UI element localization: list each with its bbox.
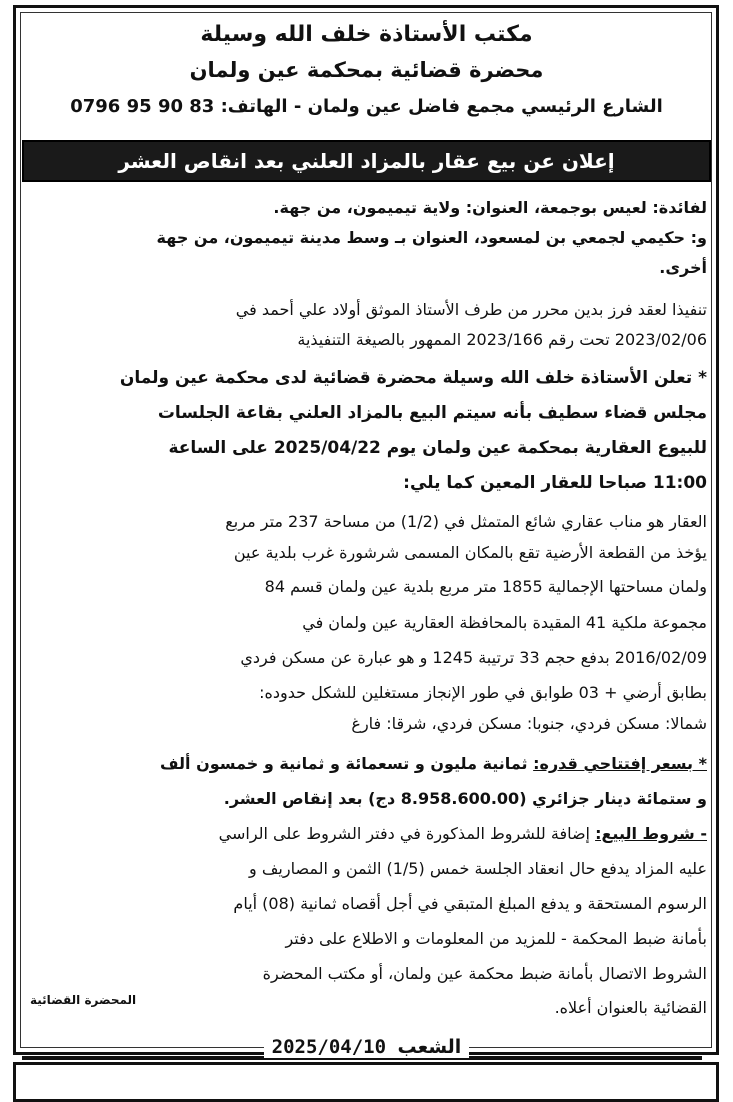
price-line-2: و ستمائة دينار جزائري (8.958.600.00 دج) بعد إنقاص العشر. (223, 789, 707, 808)
conditions-line-6: القضائية بالعنوان أعلاه. (554, 998, 707, 1017)
body-line-5: 2023/02/06 تحت رقم 2023/166 الممهور بالصيغة التنفيذية (297, 330, 707, 349)
body-line-10: العقار هو مناب عقاري شائع المتمثل في (1/2) من مساحة 237 متر مربع (225, 512, 707, 531)
conditions-line-4: بأمانة ضبط المحكمة - للمزيد من المعلومات و الاطلاع على دفتر (285, 929, 707, 948)
body-line-7: مجلس قضاء سطيف بأنه سيتم البيع بالمزاد العلني بقاعة الجلسات (157, 403, 707, 423)
body-line-8: للبيوع العقارية بمحكمة عين ولمان يوم 2025/04/22 على الساعة (168, 438, 707, 458)
body-line-12: ولمان مساحتها الإجمالية 1855 متر مربع بلدية عين ولمان قسم 84 (264, 577, 707, 596)
body-line-14: 2016/02/09 بدفع حجم 33 ترتيبة 1245 و هو عبارة عن مسكن فردي (240, 648, 707, 667)
conditions-text-1: إضافة للشروط المذكورة في دفتر الشروط على الراسي (218, 824, 596, 843)
next-ad-border (13, 1062, 719, 1102)
price-label: * بسعر إفتتاحي قدره: (533, 754, 707, 773)
body-line-4: تنفيذا لعقد فرز بدين محرر من طرف الأستاذ الموثق أولاد علي أحمد في (235, 300, 707, 319)
body-line-2: و: حكيمي لجمعي بن لمسعود، العنوان بـ وسط مدينة تيميمون، من جهة (156, 228, 707, 247)
conditions-line-3: الرسوم المستحقة و يدفع المبلغ المتبقي في أجل أقصاه ثمانية (08) أيام (233, 894, 707, 913)
body-line-1: لفائدة: لعيس بوجمعة، العنوان: ولاية تيميمون، من جهة. (273, 198, 707, 217)
announcement-title: إعلان عن بيع عقار بالمزاد العلني بعد انقاص العشر (22, 140, 711, 182)
conditions-label: - شروط البيع: (595, 824, 707, 843)
signature: المحضرة القضائية (30, 993, 137, 1007)
office-address: الشارع الرئيسي مجمع فاضل عين ولمان - الهاتف: 83 90 95 0796 (70, 96, 663, 117)
price-line-1 (49, 752, 707, 776)
price-text-1: ثمانية مليون و تسعمائة و ثمانية و خمسون ألف (159, 754, 534, 773)
footer-credit (0, 1036, 733, 1058)
conditions-line-1 (49, 822, 707, 846)
body-line-11: يؤخذ من القطعة الأرضية تقع بالمكان المسمى شرشورة غرب بلدية عين (233, 543, 707, 562)
body-line-16: شمالا: مسكن فردي، جنوبا: مسكن فردي، شرقا: فارغ (351, 714, 707, 733)
conditions-line-5: الشروط الاتصال بأمانة ضبط محكمة عين ولمان، أو مكتب المحضرة (262, 964, 707, 983)
office-name: مكتب الأستاذة خلف الله وسيلة (200, 22, 533, 47)
body-line-15: بطابق أرضي + 03 طوابق في طور الإنجاز مستغلين للشكل حدوده: (259, 683, 707, 702)
conditions-line-2: عليه المزاد يدفع حال انعقاد الجلسة خمس (1/5) الثمن و المصاريف و (249, 859, 707, 878)
body-line-9: 11:00 صباحا للعقار المعين كما يلي: (403, 473, 707, 493)
body-line-6: * تعلن الأستاذة خلف الله وسيلة محضرة قضائية لدى محكمة عين ولمان (119, 368, 707, 388)
body-line-13: مجموعة ملكية 41 المقيدة بالمحافظة العقارية عين ولمان في (302, 613, 707, 632)
office-title: محضرة قضائية بمحكمة عين ولمان (189, 58, 544, 82)
footer-date: 2025/04/10 (271, 1036, 387, 1058)
footer-newspaper: الشعب (397, 1036, 462, 1058)
body-line-3: أخرى. (659, 258, 707, 277)
